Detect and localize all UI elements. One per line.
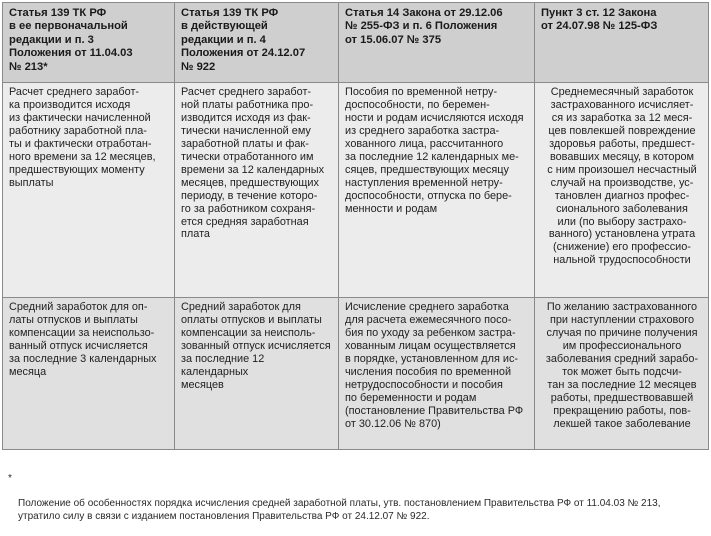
table-cell: Пособия по временной нетру- доспособности, по беремен- ности и родам исчисляются исходя из среднего заработка застра- хованного лица, рассчитанного за последние 12 календарных ме- сяцев, предшествующих месяцу наступления временной нетру- доспособности, отпуска по бере- менности и родам: [339, 83, 535, 298]
header-cell-law-255fz: Статья 14 Закона от 29.12.06 № 255-ФЗ и п. 6 Положения от 15.06.07 № 375: [339, 3, 535, 83]
table-cell: Средний заработок для оплаты отпусков и выплаты компенсации за неисполь- зованный отпуск исчисляется за последние 12 календарных месяцев: [175, 298, 339, 450]
table-row: [3, 298, 709, 450]
table-body: [3, 83, 709, 450]
table-cell: По желанию застрахованного при наступлении страхового случая по причине получения им профессионального заболевания средний зарабо- ток может быть подсчи- тан за последние 12 месяцев работы, предшествовавшей прекращению работы, пов- лекшей такое заболевание: [535, 298, 709, 450]
table-cell: Средний заработок для оп- латы отпусков и выплаты компенсации за неиспользо- ванный отпуск исчисляется за последние 3 календарных месяца: [3, 298, 175, 450]
header-cell-tk139-current: Статья 139 ТК РФ в действующей редакции и п. 4 Положения от 24.12.07 № 922: [175, 3, 339, 83]
table-cell: Расчет среднего заработ- ной платы работника про- изводится исходя из фак- тически начисленной ему заработной платы и фак- тически отработанного им времени за 12 календарных месяцев, предшествующих периоду, в течение которо- го за работником сохраня- ется средняя заработная плата: [175, 83, 339, 298]
header-row: [3, 3, 709, 83]
table-cell: Расчет среднего заработ- ка производится исходя из фактически начисленной работнику заработной пла- ты и фактически отработан- ного времени за 12 месяцев, предшествующих моменту выплаты: [3, 83, 175, 298]
table-header: [3, 3, 709, 83]
footnote: [8, 473, 704, 536]
header-cell-law-125fz: Пункт 3 ст. 12 Закона от 24.07.98 № 125-ФЗ: [535, 3, 709, 83]
footnote-text: Положение об особенностях порядка исчисления средней заработной платы, утв. постановлением Правительства РФ от 11.04.03 № 213, утратило силу в связи с изданием постановления Правительства РФ от 24.12.07 № 922.: [18, 498, 661, 522]
table-row: [3, 83, 709, 298]
table-cell: Исчисление среднего заработка для расчета ежемесячного посо- бия по уходу за ребенком застра- хованным лицам осуществляется в порядке, установленном для ис- числения пособия по временной нетрудоспособности и пособия по беременности и родам (постановление Правительства РФ от 30.12.06 № 870): [339, 298, 535, 450]
comparison-table: [2, 2, 709, 450]
header-cell-tk139-original: Статья 139 ТК РФ в ее первоначальной редакции и п. 3 Положения от 11.04.03 № 213*: [3, 3, 175, 83]
table-cell: Среднемесячный заработок застрахованного исчисляет- ся из заработка за 12 меся- цев повлекшей повреждение здоровья работы, предшест- вовавших месяцу, в котором с ним произошел несчастный случай на производстве, ус- тановлен диагноз профес- сионального заболевания или (по выбору застрахо- ванного) установлена утрата (снижение) его профессио- нальной трудоспособности: [535, 83, 709, 298]
footnote-mark: *: [8, 473, 12, 484]
